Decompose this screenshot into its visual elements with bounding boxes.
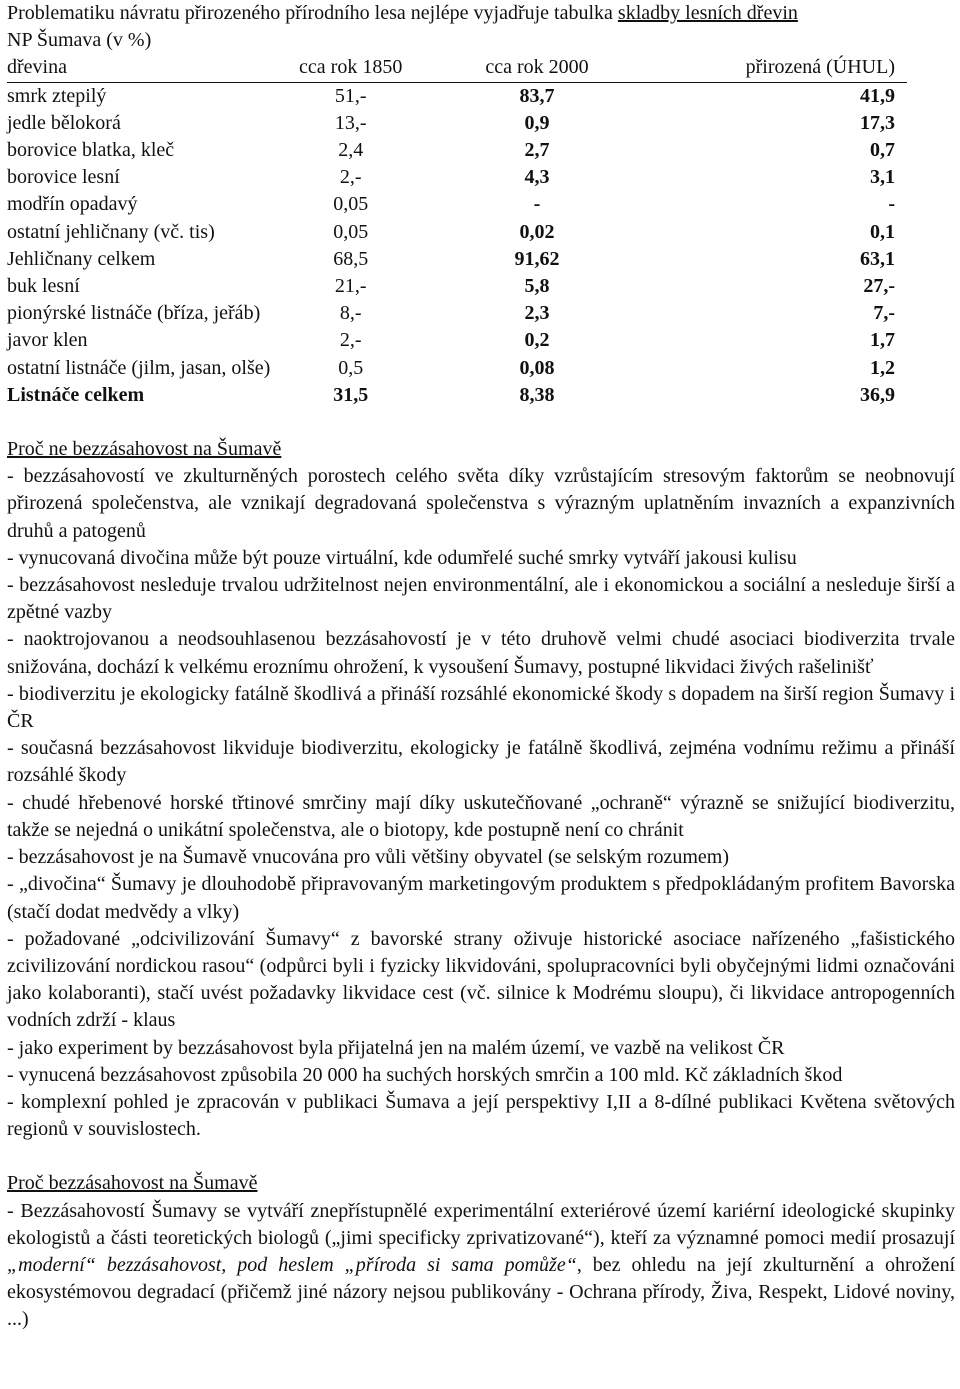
cell-2000: -: [533, 193, 541, 216]
cell-2000: 0,2: [524, 329, 550, 352]
cell-species: borovice blatka, kleč: [7, 139, 175, 162]
table-row: [7, 355, 907, 382]
table-row: [7, 246, 907, 273]
species-table: [7, 54, 907, 409]
cell-natural: 41,9: [860, 84, 895, 107]
cell-natural: 3,1: [870, 166, 895, 189]
bullet-paragraph: - bezzásahovostí ve zkulturněných porostech celého světa díky vzrůstajícím stresovým faktorům se neobnovují přirozená společenstva, ale vznikají degradovaná společenstva s výrazným uplatněním invazních a expanzivních druhů a patogenů: [7, 465, 955, 542]
bullet-paragraph: - bezzásahovost nesleduje trvalou udržitelnost nejen environmentální, ale i ekonomickou a sociální a nesleduje širší a zpětné vazby: [7, 574, 955, 624]
cell-natural: -: [888, 193, 895, 216]
cell-1850: 8,-: [339, 302, 362, 325]
table-row: [7, 110, 907, 137]
bullet-paragraph: - bezzásahovost je na Šumavě vnucována pro vůli většiny obyvatel (se selským rozumem): [7, 846, 730, 869]
table-row: [7, 327, 907, 354]
table-row: [7, 164, 907, 191]
cell-natural: 27,-: [863, 275, 895, 298]
cell-natural: 0,7: [870, 139, 895, 162]
cell-2000: 0,08: [519, 356, 555, 379]
section-for-title: Proč bezzásahovost na Šumavě: [7, 1172, 258, 1195]
section-against-body: [7, 463, 955, 1143]
cell-species: modřín opadavý: [7, 193, 138, 216]
cell-1850: 21,-: [334, 275, 367, 298]
cell-natural: 63,1: [860, 247, 895, 270]
section-for-paragraph: [7, 1198, 955, 1334]
cell-1850: 2,-: [339, 166, 362, 189]
cell-2000: 5,8: [524, 275, 550, 298]
bullet-paragraph: - „divočina“ Šumavy je dlouhodobě připravovaným marketingovým produktem s předpokládaným profitem Bavorska (stačí dodat medvědy a vlky): [7, 873, 955, 923]
table-row: [7, 382, 907, 409]
cell-2000: 83,7: [519, 84, 555, 107]
section-against-title: Proč ne bezzásahovost na Šumavě: [7, 438, 282, 461]
header-natural: přirozená (ÚHUL): [649, 54, 907, 82]
bullet-paragraph: - jako experiment by bezzásahovost byla přijatelná jen na malém území, ve vazbě na velikost ČR: [7, 1036, 785, 1059]
section-against: [7, 436, 955, 1143]
cell-1850: 13,-: [334, 111, 367, 134]
cell-species: jedle bělokorá: [7, 111, 121, 134]
cell-2000: 0,02: [519, 220, 555, 243]
table-row: [7, 191, 907, 218]
cell-1850: 31,5: [333, 383, 369, 406]
cell-1850: 0,05: [333, 220, 369, 243]
cell-species: smrk ztepilý: [7, 84, 107, 107]
table-row: [7, 300, 907, 327]
cell-1850: 68,5: [333, 247, 369, 270]
cell-1850: 2,4: [338, 139, 364, 162]
intro-text: Problematiku návratu přirozeného přírodního lesa nejlépe vyjadřuje tabulka: [7, 2, 613, 24]
intro-paragraph: [7, 0, 955, 54]
cell-natural: 1,2: [870, 356, 895, 379]
cell-species: borovice lesní: [7, 166, 120, 189]
cell-natural: 7,-: [873, 302, 895, 325]
bullet-paragraph: - chudé hřebenové horské třtinové smrčiny mají díky uskutečňované „ochraně“ výrazně se snižující biodiverzitu, takže se nejedná o unikátní společenstva, ale o biotopy, kde postupně není co chránit: [7, 791, 955, 841]
table-row: [7, 137, 907, 164]
table-row: [7, 273, 907, 300]
table-row: [7, 219, 907, 246]
bullet-paragraph: - biodiverzitu je ekologicky fatálně škodlivá a přináší rozsáhlé ekonomické škody s dopadem na širší region Šumavy i ČR: [7, 682, 955, 733]
bullet-paragraph: - vynucená bezzásahovost způsobila 20 000 ha suchých horských smrčin a 100 mld. Kč základních škod: [7, 1063, 843, 1086]
bullet-paragraph: - naoktrojovanou a neodsouhlasenou bezzásahovostí je v této druhově velmi chudé asociaci biodiverzita trvale snižována, dochází k velkému eroznímu ohrožení, k vysoušení Šumavy, postupné likvidaci živých rašelinišť: [7, 628, 955, 678]
cell-2000: 2,3: [524, 302, 550, 325]
cell-species: Listnáče celkem: [7, 383, 145, 406]
cell-2000: 4,3: [524, 166, 550, 189]
cell-natural: 0,1: [870, 220, 895, 243]
cell-natural: 1,7: [870, 329, 895, 352]
section-for-italic: „moderní“ bezzásahovost, pod heslem „příroda si sama pomůže“: [7, 1253, 577, 1276]
cell-1850: 0,05: [333, 193, 369, 216]
cell-2000: 91,62: [514, 247, 560, 270]
section-for-text-2: , bez ohledu na její zkulturnění a ohrožení ekosystémovou degradací (přičemž jiné názory nejsou publikovány - Ochrana přírody, Živa, Respekt, Lidové noviny, ...): [7, 1253, 956, 1331]
intro-line2: NP Šumava (v %): [7, 29, 152, 52]
cell-1850: 0,5: [338, 356, 364, 379]
cell-2000: 2,7: [524, 139, 550, 162]
bullet-paragraph: - komplexní pohled je zpracován v publikaci Šumava a její perspektivy I,II a 8-dílné publikaci Květena světových regionů v souvislostech.: [7, 1090, 955, 1141]
section-for-text-1: - Bezzásahovostí Šumavy se vytváří znepřístupnělé experimentální exteriérové území kariérní ideologické skupinky ekologistů a části teoretických biologů („jimi specificky zprivatizované“), kteří za významné pomoci medií prosazují: [7, 1199, 955, 1249]
cell-natural: 17,3: [860, 111, 895, 134]
header-1850: cca rok 1850: [277, 54, 425, 82]
cell-species: buk lesní: [7, 275, 80, 298]
table-row: [7, 82, 907, 110]
header-species: dřevina: [7, 54, 277, 82]
species-composition-link[interactable]: skladby lesních dřevin: [617, 2, 798, 24]
bullet-paragraph: - současná bezzásahovost likviduje biodiverzitu, ekologicky je fatálně škodlivá, zejména vodnímu režimu a přináší rozsáhlé škody: [7, 737, 955, 787]
cell-2000: 0,9: [524, 111, 550, 134]
cell-species: javor klen: [7, 329, 88, 352]
bullet-paragraph: - požadované „odcivilizování Šumavy“ z bavorské strany oživuje historické asociace nařízeného „fašistického zcivilizování nordickou rasou“ (odpůrci byli i fyzicky likvidováni, spolupracovníci byli obyčejnými lidmi označováni jako kolaboranti), stačí uvést požadavky likvidace cest (vč. silnice k Modrému sloupu), či likvidace antropogenních vodních zdrží - klaus: [7, 927, 955, 1032]
cell-natural: 36,9: [860, 383, 895, 406]
cell-species: Jehličnany celkem: [7, 247, 156, 270]
bullet-paragraph: - vynucovaná divočina může být pouze virtuální, kde odumřelé suché smrky vytváří jakousi kulisu: [7, 546, 797, 569]
cell-1850: 2,-: [339, 329, 362, 352]
table-body: [7, 82, 907, 409]
cell-species: ostatní listnáče (jilm, jasan, olše): [7, 356, 271, 379]
table-header-row: [7, 54, 907, 82]
cell-species: ostatní jehličnany (vč. tis): [7, 220, 215, 243]
cell-species: pionýrské listnáče (bříza, jeřáb): [7, 302, 261, 325]
section-for: [7, 1170, 955, 1333]
header-2000: cca rok 2000: [425, 54, 650, 82]
cell-2000: 8,38: [519, 383, 555, 406]
cell-1850: 51,-: [334, 84, 367, 107]
